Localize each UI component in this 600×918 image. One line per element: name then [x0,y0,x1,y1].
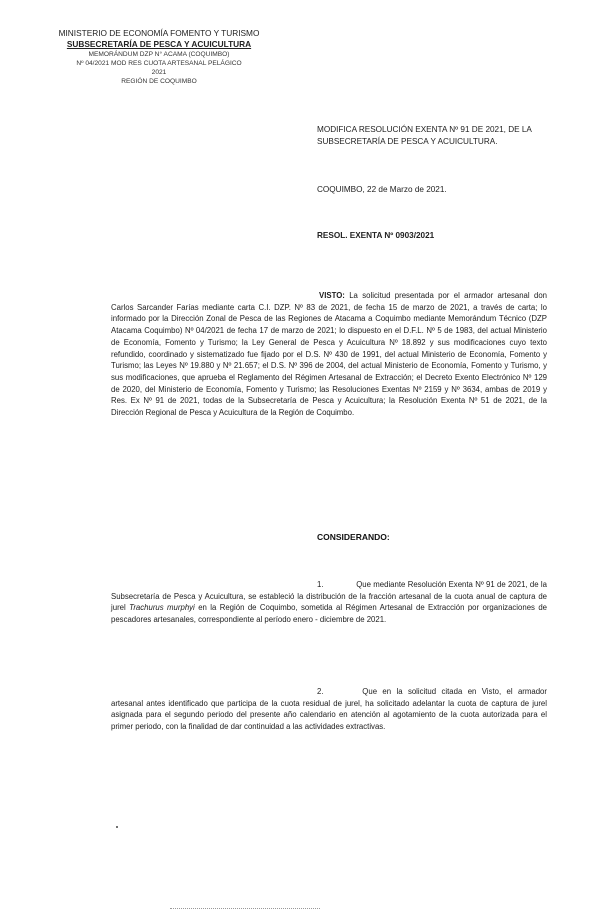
item-2-text: Que en la solicitud citada en Visto, el armador artesanal antes identificado que participa de la cuota residual de jurel, ha solicitado adelantar la cuota de captura de jurel asignada para el segundo periodo del presente año calendario en atención al agotamiento de la cuota autorizada para el primer periodo, con la finalidad de dar continuidad a las actividades extractivas. [111,687,547,732]
visto-paragraph [111,290,547,419]
item-1-number: 1. [317,580,324,589]
subsecretaria-name: SUBSECRETARÍA DE PESCA Y ACUICULTURA [66,39,252,49]
modref-line: Nº 04/2021 MOD RES CUOTA ARTESANAL PELÁGICO [76,60,242,67]
scan-speck [116,826,118,828]
item-1-species: Trachurus murphyi [129,603,195,613]
subject-reference: MODIFICA RESOLUCIÓN EXENTA Nº 91 DE 2021, DE LA SUBSECRETARÍA DE PESCA Y ACUICULTURA. [317,125,532,146]
place-date: COQUIMBO, 22 de Marzo de 2021. [317,185,447,194]
item-2-number: 2. [317,687,324,696]
item-1-text-after: en la Región de Coquimbo, sometida al Régimen Artesanal de Extracción por organizaciones de pescadores artesanales, correspondiente al período enero - diciembre de 2021. [111,603,548,625]
visto-lead: VISTO: [319,291,345,300]
visto-text: La solicitud presentada por el armador artesanal don Carlos Sarcander Farías mediante carta C.I. DZP. Nº 83 de 2021, de fecha 15 de marzo de 2021, a través de carta; lo informado por la Dirección Zonal de Pesca de las Regiones de Atacama a Coquimbo mediante Memorándum Técnico (DZP Atacama Coquimbo) Nº 04/2021 de fecha 17 de marzo de 2021; lo dispuesto en el D.F.L. Nº 5 de 1983, del actual Ministerio de Economía, Fomento y Turismo; la Ley General de Pesca y Acuicultura Nº 18.892 y sus modificaciones cuyo texto refundido, coordinado y sistematizado fue fijado por el D.S. Nº 430 de 1991, del actual Ministerio de Economía, Fomento y Turismo; las Leyes Nº 19.880 y Nº 21.657; el D.S. Nº 396 de 2004, del actual Ministerio de Economía, Fomento y Turismo, y sus modificaciones, que aprueba el Reglamento del Régimen Artesanal de Extracción; el Decreto Exento Electrónico Nº 129 de 2020, del Ministerio de Economía, Fomento y Turismo; las Resoluciones Exentas Nº 2159 y Nº 3634, ambas de 2019 y Res. Ex Nº 91 de 2021, todas de la Subsecretaría de Pesca y Acuicultura; la Resolución Exenta Nº 51 de 2021, de la Dirección Regional de Pesca y Acuicultura de la Región de Coquimbo. [111,291,547,418]
considerando-item-2 [111,686,547,733]
resolution-number: RESOL. EXENTA Nº 0903/2021 [317,231,435,240]
item-1-text-before: Que mediante Resolución Exenta Nº 91 de 2021, de la Subsecretaría de Pesca y Acuicultura, se estableció la distribución de la fracción artesanal de la cuota anual de captura de jurel [111,580,547,613]
letterhead [40,28,278,86]
considerando-item-1 [111,579,547,626]
ministry-name: MINISTERIO DE ECONOMÍA FOMENTO Y TURISMO [58,28,260,38]
footer-speck-row [170,908,320,910]
header-year: 2021 [151,69,167,76]
region-name: REGIÓN DE COQUIMBO [121,78,197,85]
considerando-heading: CONSIDERANDO: [317,532,390,542]
memo-line: MEMORÁNDUM DZP N° ACAMA (COQUIMBO) [88,51,230,58]
